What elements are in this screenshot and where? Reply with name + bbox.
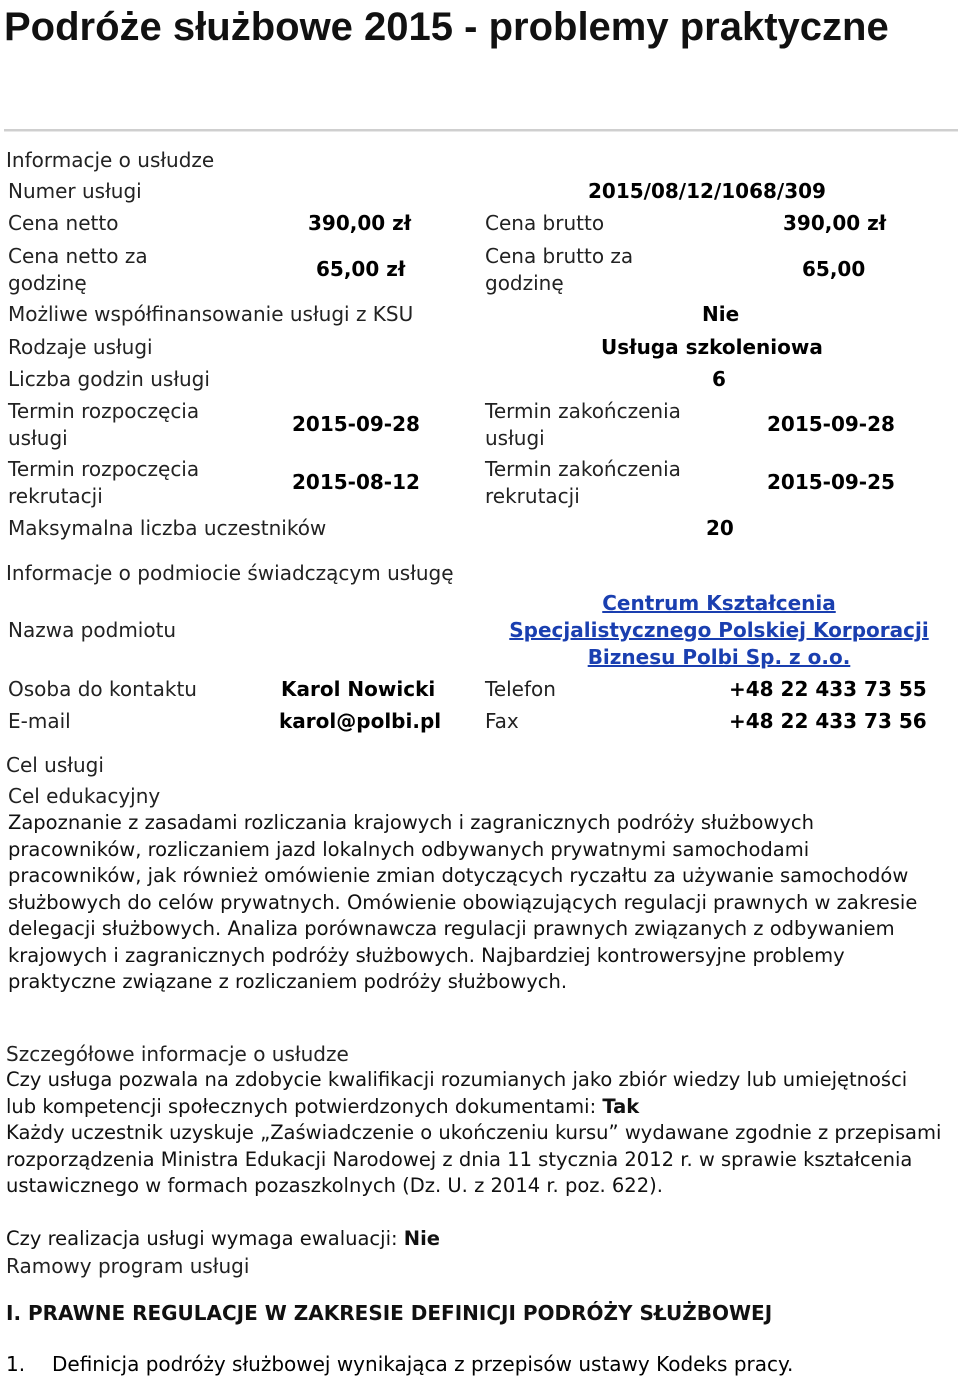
provider-name-label: Nazwa podmiotu bbox=[8, 618, 177, 642]
evaluation-answer: Nie bbox=[403, 1227, 440, 1250]
gross-hourly-label-line1: Cena brutto za bbox=[485, 244, 634, 268]
program-item-number: 1. bbox=[6, 1352, 26, 1376]
recruitment-start-value: 2015-08-12 bbox=[292, 470, 420, 494]
program-label: Ramowy program usługi bbox=[6, 1254, 250, 1278]
ksu-label: Możliwe współfinansowanie usługi z KSU bbox=[8, 302, 414, 326]
fax-value: +48 22 433 73 56 bbox=[729, 709, 927, 733]
ksu-value: Nie bbox=[702, 302, 740, 326]
title-divider bbox=[4, 129, 958, 132]
recruitment-end-label-line2: rekrutacji bbox=[485, 484, 580, 508]
qualification-answer: Tak bbox=[602, 1094, 640, 1118]
recruitment-start-label-line2: rekrutacji bbox=[8, 484, 103, 508]
service-start-value: 2015-09-28 bbox=[292, 412, 420, 436]
contact-person-value: Karol Nowicki bbox=[281, 677, 436, 701]
gross-hourly-value: 65,00 bbox=[802, 257, 866, 281]
service-end-value: 2015-09-28 bbox=[767, 412, 895, 436]
program-section-title: I. PRAWNE REGULACJE W ZAKRESIE DEFINICJI PODRÓŻY SŁUŻBOWEJ bbox=[6, 1301, 773, 1325]
provider-name-line3[interactable]: Biznesu Polbi Sp. z o.o. bbox=[587, 645, 851, 669]
program-item-text: Definicja podróży służbowej wynikająca z przepisów ustawy Kodeks pracy. bbox=[52, 1352, 794, 1376]
hours-value: 6 bbox=[712, 367, 726, 391]
provider-name-link[interactable] bbox=[480, 590, 958, 671]
service-start-label-line1: Termin rozpoczęcia bbox=[8, 399, 200, 423]
service-type-label: Rodzaje usługi bbox=[8, 335, 153, 359]
goal-heading: Cel usługi bbox=[6, 753, 104, 777]
net-hourly-label-line2: godzinę bbox=[8, 271, 87, 295]
evaluation-question: Czy realizacja usługi wymaga ewaluacji: bbox=[6, 1227, 398, 1250]
educational-goal-heading: Cel edukacyjny bbox=[8, 784, 161, 808]
educational-goal-text: Zapoznanie z zasadami rozliczania krajowych i zagranicznych podróży służbowych pracowników, rozliczaniem jazd lokalnych odbywanych prywatnymi samochodami pracowników, jak również omówienie zmian dotyczących ryczałtu za używanie samochodów służbowych do celów prywatnych. Omówienie obowiązujących regulacji prawnych w zakresie delegacji służbowych. Analiza porównawcza regulacji prawnych związanych z odbywaniem krajowych i zagranicznych podróży służbowych. Najbardziej kontrowersyjne problemy praktyczne związane z rozliczaniem podróży służbowych. bbox=[8, 811, 918, 993]
max-participants-label: Maksymalna liczba uczestników bbox=[8, 516, 327, 540]
net-price-value: 390,00 zł bbox=[308, 211, 412, 235]
contact-person-label: Osoba do kontaktu bbox=[8, 677, 197, 701]
details-heading: Szczegółowe informacje o usłudze bbox=[6, 1042, 349, 1066]
net-hourly-label-line1: Cena netto za bbox=[8, 244, 148, 268]
net-price-label: Cena netto bbox=[8, 211, 119, 235]
qualification-question: Czy usługa pozwala na zdobycie kwalifikacji rozumianych jako zbiór wiedzy lub umiejętności lub kompetencji społecznych potwierdzonych dokumentami: bbox=[6, 1068, 908, 1118]
provider-name-line1[interactable]: Centrum Kształcenia bbox=[602, 591, 836, 615]
service-info-heading: Informacje o usłudze bbox=[6, 148, 215, 172]
evaluation-paragraph bbox=[6, 1226, 946, 1253]
qualification-paragraph bbox=[6, 1067, 936, 1120]
provider-info-heading: Informacje o podmiocie świadczącym usługę bbox=[6, 561, 454, 585]
page-title: Podróże służbowe 2015 - problemy praktyczne bbox=[4, 5, 889, 49]
recruitment-end-value: 2015-09-25 bbox=[767, 470, 895, 494]
gross-price-label: Cena brutto bbox=[485, 211, 605, 235]
phone-label: Telefon bbox=[485, 677, 556, 701]
provider-name-line2[interactable]: Specjalistycznego Polskiej Korporacji bbox=[509, 618, 929, 642]
service-start-label-line2: usługi bbox=[8, 426, 68, 450]
phone-value: +48 22 433 73 55 bbox=[729, 677, 927, 701]
email-value: karol@polbi.pl bbox=[279, 709, 442, 733]
service-type-value: Usługa szkoleniowa bbox=[601, 335, 823, 359]
service-number-label: Numer usługi bbox=[8, 179, 142, 203]
gross-price-value: 390,00 zł bbox=[783, 211, 887, 235]
certificate-text: Każdy uczestnik uzyskuje „Zaświadczenie o ukończeniu kursu” wydawane zgodnie z przepisami rozporządzenia Ministra Edukacji Narodowej z dnia 11 stycznia 2012 r. w sprawie kształcenia ustawicznego w formach pozaszkolnych (Dz. U. z 2014 r. poz. 622). bbox=[6, 1121, 942, 1197]
max-participants-value: 20 bbox=[706, 516, 734, 540]
service-number-value: 2015/08/12/1068/309 bbox=[588, 179, 826, 203]
gross-hourly-label-line2: godzinę bbox=[485, 271, 564, 295]
email-label: E-mail bbox=[8, 709, 71, 733]
fax-label: Fax bbox=[485, 709, 519, 733]
net-hourly-value: 65,00 zł bbox=[316, 257, 406, 281]
service-end-label-line2: usługi bbox=[485, 426, 545, 450]
service-end-label-line1: Termin zakończenia bbox=[485, 399, 681, 423]
recruitment-end-label-line1: Termin zakończenia bbox=[485, 457, 681, 481]
recruitment-start-label-line1: Termin rozpoczęcia bbox=[8, 457, 200, 481]
hours-label: Liczba godzin usługi bbox=[8, 367, 210, 391]
